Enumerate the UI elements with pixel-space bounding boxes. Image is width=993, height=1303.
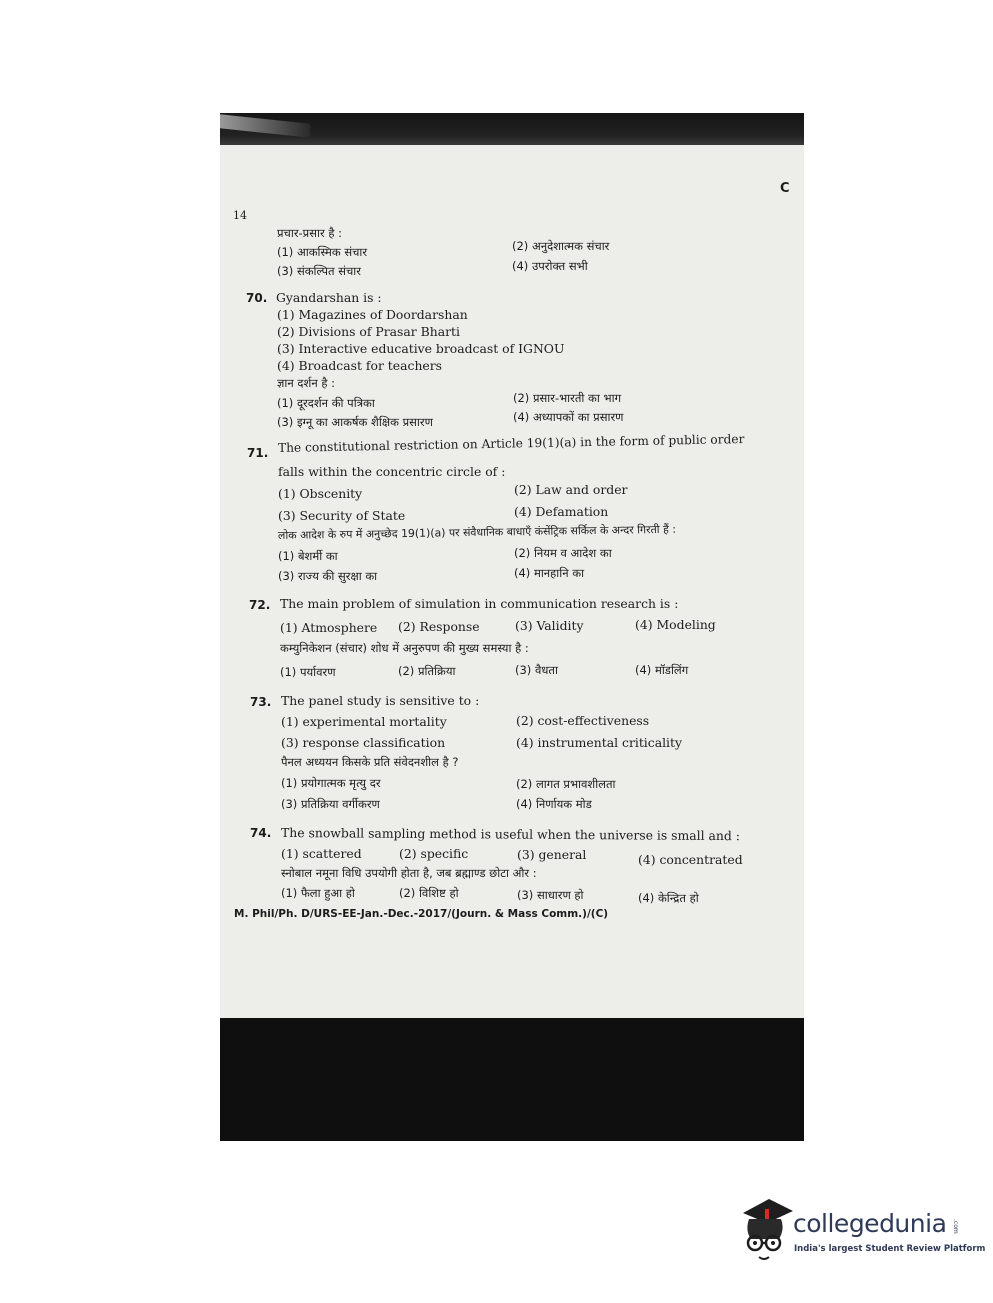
option-en: (2) Law and order [514,482,628,497]
question-stem-hi: कम्युनिकेशन (संचार) शोध में अनुरुपण की मुख्य समस्या है : [280,641,529,655]
option-hi: (2) नियम व आदेश का [514,546,612,560]
question-stem-en: The panel study is sensitive to : [281,693,480,708]
scan-bottom-shadow [220,1018,804,1141]
question-number: 70. [246,291,268,305]
prev-option-1-hi: (1) आकस्मिक संचार [277,245,368,259]
brand-tagline: India's largest Student Review Platform [794,1244,986,1254]
prev-option-2-hi: (2) अनुदेशात्मक संचार [512,239,610,253]
option-hi: (1) फैला हुआ हो [281,886,355,900]
option-hi: (3) प्रतिक्रिया वर्गीकरण [281,797,380,811]
graduate-mascot-icon [735,1195,795,1265]
option-hi: (4) केन्द्रित हो [638,891,699,905]
option-hi: (3) इग्नू का आकर्षक शैक्षिक प्रसारण [277,415,433,429]
option-hi: (4) मानहानि का [514,566,585,580]
option-hi: (4) मॉडलिंग [635,663,689,677]
option-en: (3) general [517,847,587,862]
option-hi: (2) विशिष्ट हो [399,886,459,900]
option-en: (4) Modeling [635,617,716,632]
prev-option-3-hi: (3) संकल्पित संचार [277,264,361,278]
prev-option-4-hi: (4) उपरोक्त सभी [512,259,588,273]
option-en: (2) Response [398,619,480,634]
brand-dotcom: .com [952,1219,959,1234]
option-hi: (2) लागत प्रभावशीलता [516,777,616,791]
question-number: 72. [249,598,271,612]
option-hi: (1) दूरदर्शन की पत्रिका [277,396,375,410]
question-stem-en-line-2: falls within the concentric circle of : [278,464,506,479]
option-hi: (3) राज्य की सुरक्षा का [278,569,378,583]
option-en: (1) Magazines of Doordarshan [277,307,468,322]
question-number: 73. [250,695,272,709]
option-en: (4) Defamation [514,504,609,519]
option-en: (1) experimental mortality [281,714,447,729]
question-stem-hi: पैनल अध्ययन किसके प्रति संवेदनशील है ? [281,755,459,769]
collegedunia-logo [735,1195,986,1270]
question-stem-hi: स्नोबाल नमूना विधि उपयोगी होता है, जब ब्रह्माण्ड छोटा और : [281,866,537,880]
option-hi: (4) अध्यापकों का प्रसारण [513,410,624,424]
option-hi: (3) साधारण हो [517,888,584,902]
question-stem-en: The main problem of simulation in communication research is : [280,596,679,611]
option-hi: (3) वैधता [515,663,558,677]
booklet-series-letter: C [780,181,790,196]
scanned-page [220,113,804,1141]
option-en: (1) scattered [281,846,362,861]
option-en: (3) Interactive educative broadcast of IGNOU [277,341,565,356]
question-stem-en-line-1: The constitutional restriction on Article 19(1)(a) in the form of public order [277,432,745,455]
question-number: 74. [250,826,272,840]
page-number: 14 [233,209,247,222]
option-en: (2) Divisions of Prasar Bharti [277,324,460,339]
option-hi: (2) प्रसार-भारती का भाग [513,391,622,405]
prev-question-stem-hi: प्रचार-प्रसार है : [277,226,342,240]
option-en: (3) response classification [281,735,446,750]
question-stem-hi: ज्ञान दर्शन है : [277,376,335,390]
question-stem-en: The snowball sampling method is useful when the universe is small and : [280,825,741,844]
option-hi: (4) निर्णायक मोड [516,797,592,811]
option-en: (2) specific [399,846,469,861]
option-en: (4) concentrated [638,852,743,867]
option-hi: (1) प्रयोगात्मक मृत्यु दर [281,776,381,790]
question-stem-en: Gyandarshan is : [276,290,382,305]
option-en: (3) Security of State [278,508,406,523]
brand-name: collegedunia [793,1209,947,1238]
option-en: (2) cost-effectiveness [516,713,650,728]
option-hi: (1) बेशर्मी का [278,549,338,563]
option-en: (4) instrumental criticality [516,735,683,750]
paper-code-footer: M. Phil/Ph. D/URS-EE-Jan.-Dec.-2017/(Journ. & Mass Comm.)/(C) [234,908,609,920]
option-en: (1) Obscenity [278,486,363,501]
option-hi: (1) पर्यावरण [280,665,336,679]
question-stem-hi: लोक आदेश के रुप में अनुच्छेद 19(1)(a) पर संवैधानिक बाधाएँ कंसेंट्रिक सर्किल के अन्दर गिरती हैं : [277,522,677,542]
option-hi: (2) प्रतिक्रिया [398,664,456,678]
option-en: (1) Atmosphere [280,620,378,635]
option-en: (3) Validity [515,618,584,633]
option-en: (4) Broadcast for teachers [277,358,443,373]
question-content [220,113,804,1018]
question-number: 71. [247,446,269,460]
